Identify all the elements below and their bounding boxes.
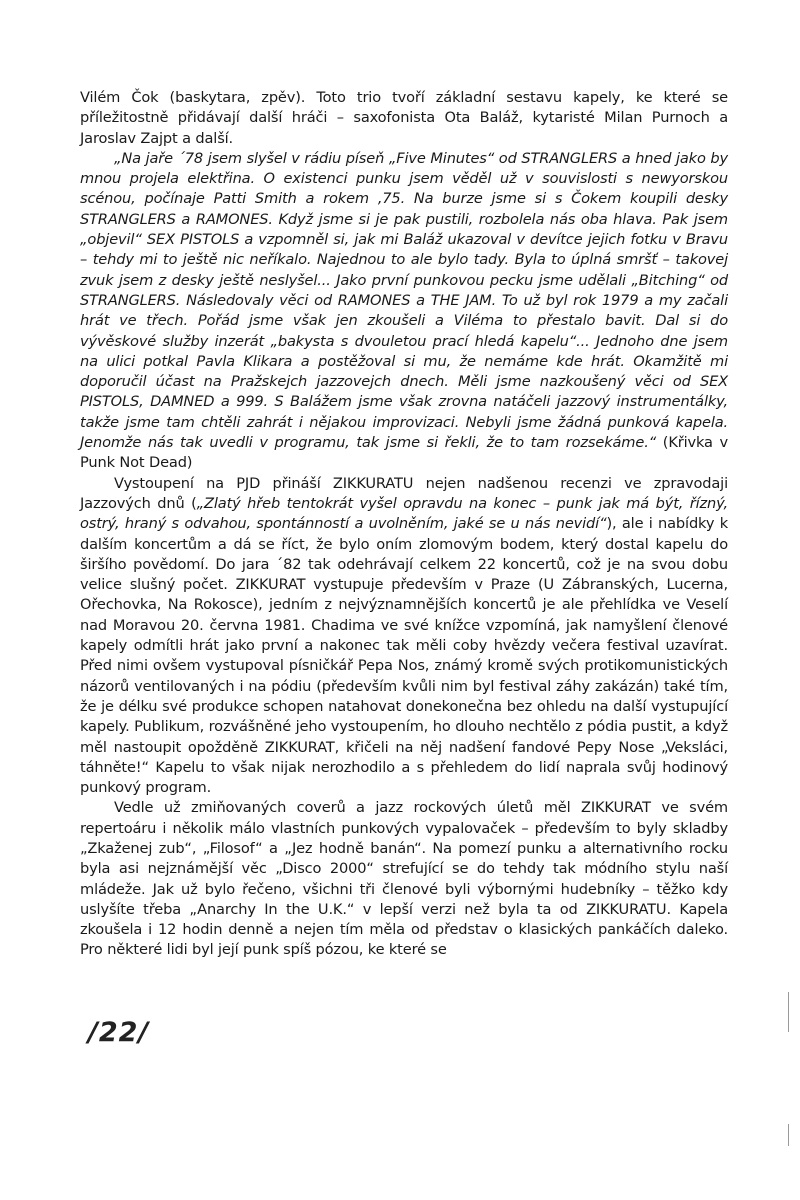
quote-source: (Křivka v Punk Not Dead): [80, 434, 728, 472]
quote-kriva: „Na jaře ´78 jsem slyšel v rádiu píseň „Five Minutes“ od STRANGLERS a hned jako by mnou projela elektřina. O existenci punku jsem věděl už v souvislosti s newyorskou scénou, počínaje Patti Smith a rokem ,75. Na burze jsme si s Čokem koupili desky STRANGLERS a RAMONES. Když jsme si je pak pustili, rozbolela nás oba hlava. Pak jsem „objevil“ SEX PISTOLS a vzpomněl si, jak mi Baláž ukazoval v devítce jejich fotku v Bravu – tehdy mi to ještě nic neříkalo. Najednou to ale bylo tady. Byla to úplná smršť – takovej zvuk jsem z desky ještě neslyšel... Jako první punkovou pecku jsme udělali „Bitching“ od STRANGLERS. Následovaly věci od RAMONES a THE JAM. To už byl rok 1979 a my začali hrát ve třech. Pořád jsme však jen zkoušeli a Viléma to přestalo bavit. Dal si do vývěskové služby inzerát „bakysta s dvouletou prací hledá kapelu“... Jednoho dne jsem na ulici potkal Pavla Klikara a postěžoval si mu, že nemáme kde hrát. Okamžitě mi doporučil účast na Pražskejch jazzovejch dnech. Měli jsme nazkoušený věci od SEX PISTOLS, DAMNED a 999. S Balážem jsme však zrovna natáčeli jazzový instrumentálky, takže jsme tam chtěli zahrát i nějakou improvizaci. Nebyli jsme žádná punková kapela. Jenomže nás tak uvedli v programu, tak jsme si řekli, že to tam rozsekáme.“: [80, 149, 728, 452]
document-body: [80, 88, 728, 961]
scan-edge-mark: [788, 992, 789, 1032]
paragraph-2: [80, 149, 728, 474]
paragraph-1: Vilém Čok (baskytara, zpěv). Toto trio tvoří základní sestavu kapely, ke které se příležitostně přidávají další hráči – saxofonista Ota Baláž, kytaristé Milan Purnoch a Jaroslav Zajpt a další.: [80, 89, 728, 147]
quote-review: „Zlatý hřeb tentokrát vyšel opravdu na konec – punk jak má být, řízný, ostrý, hraný s odvahou, spontánností a uvolněním, jaké se u nás nevidí“: [80, 494, 728, 533]
scan-edge-mark: [788, 1124, 789, 1146]
page-number: /22/: [88, 1017, 150, 1048]
paragraph-3-intro: Vystoupení na PJD přináší ZIKKURATU nejen nadšenou recenzi ve zpravodaji Jazzových dnů (: [80, 474, 728, 512]
paragraph-4: Vedle už zmiňovaných coverů a jazz rockových úletů měl ZIKKURAT ve svém repertoáru i několik málo vlastních punkových vypalovaček – především to byly skladby „Zkaženej zub“, „Filosof“ a „Jez hodně banán“. Na pomezí punku a alternativního rocku byla asi nejznámější věc „Disco 2000“ strefující se do tehdy tak módního stylu naší mládeže. Jak už bylo řečeno, všichni tři členové byli výbornými hudebníky – těžko kdy uslyšíte třeba „Anarchy In the U.K.“ v lepší verzi než byla ta od ZIKKURATU. Kapela zkoušela i 12 hodin denně a nejen tím měla od představ o klasických pankáčích daleko. Pro některé lidi byl její punk spíš pózou, ke které se: [80, 799, 728, 959]
paragraph-3: [80, 474, 728, 799]
paragraph-3-rest: ), ale i nabídky k dalším koncertům a dá se říct, že bylo oním zlomovým bodem, který dostal kapelu do širšího povědomí. Do jara ´82 tak odehrávají celkem 22 koncertů, což je na svou dobu velice slušný počet. ZIKKURAT vystupuje především v Praze (U Zábranských, Lucerna, Ořechovka, Na Rokosce), jedním z nejvýznamnějších koncertů je ale přehlídka ve Veselí nad Moravou 20. června 1981. Chadima ve své knížce vzpomíná, jak namyšlení členové kapely odmítli hrát jako první a nakonec tak měli coby hvězdy večera festival uzavírat. Před nimi ovšem vystupoval písničkář Pepa Nos, známý kromě svých protikomunistických názorů ventilovaných i na pódiu (především kvůli nim byl festival záhy zakázán) také tím, že je délku své produkce schopen natahovat donekonečna bez ohledu na další vystupující kapely. Publikum, rozvášněné jeho vystoupením, ho dlouho nechtělo z pódia pustit, a když měl nastoupit opožděně ZIKKURAT, křičeli na něj nadšení fandové Pepy Nose „Veksláci, táhněte!“ Kapelu to však nijak nerozhodilo a s přehledem do lidí naprala svůj hodinový punkový program.: [80, 515, 728, 797]
